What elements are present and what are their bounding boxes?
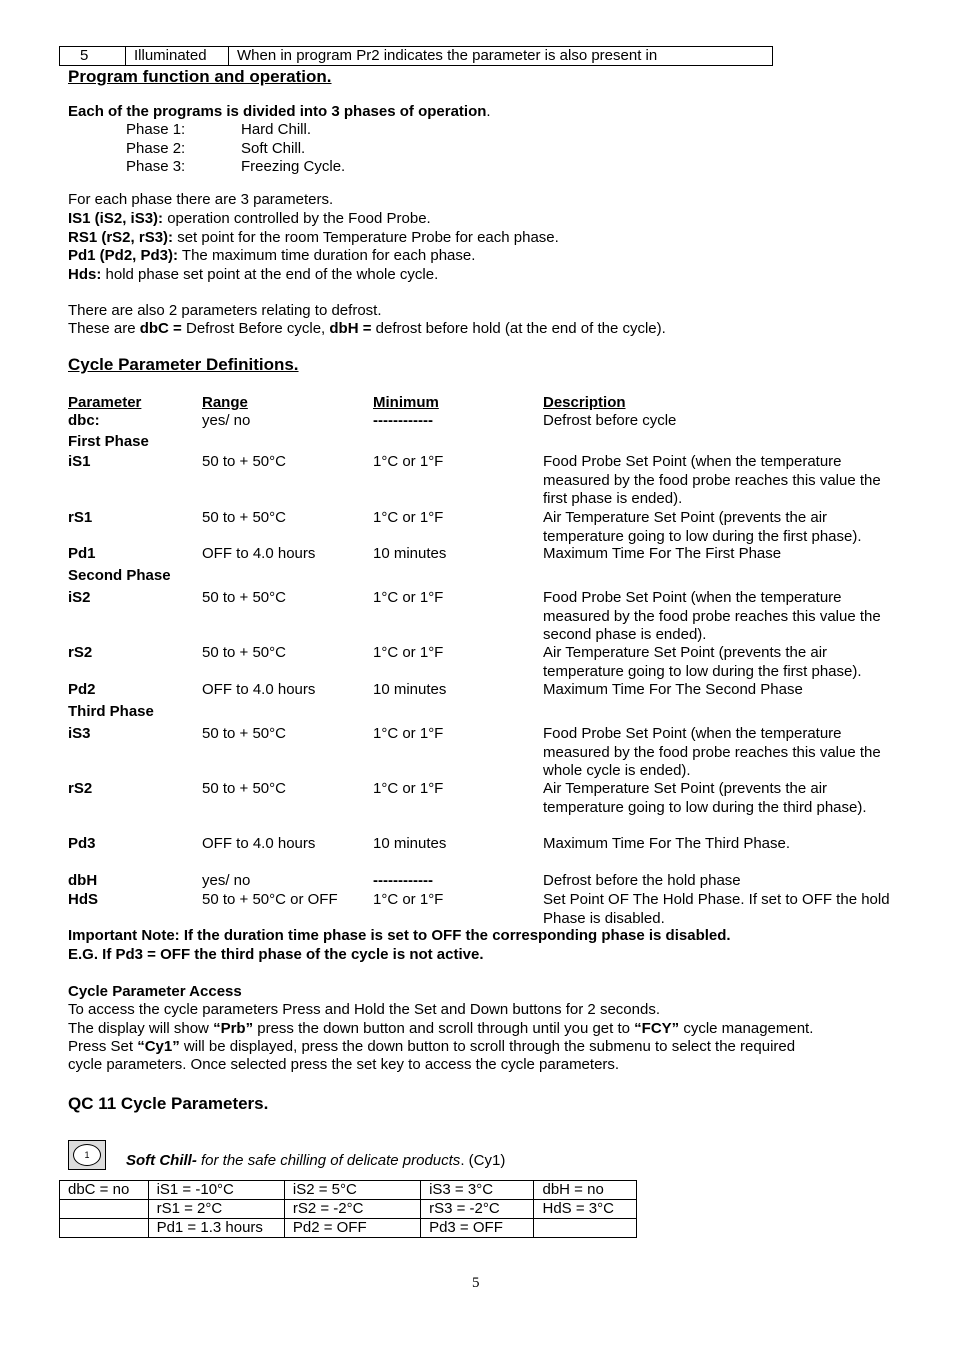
row-minimum: ------------	[373, 412, 433, 429]
legend-num: 5	[60, 47, 126, 66]
access-line-4: cycle parameters. Once selected press the set key to access the cycle parameters.	[68, 1056, 620, 1073]
row-description: Air Temperature Set Point (prevents the air temperature going to low during the first phase).	[543, 644, 862, 680]
row-description: Air Temperature Set Point (prevents the air temperature going to low during the third phase).	[543, 780, 867, 816]
phase-label: Phase 1:	[126, 121, 186, 138]
important-note-example: E.G. If Pd3 = OFF the third phase of the cycle is not active.	[68, 946, 484, 963]
param-line: RS1 (rS2, rS3): set point for the room Temperature Probe for each phase.	[68, 228, 559, 246]
row-parameter: rS2	[68, 780, 93, 797]
access-line-3: Press Set “Cy1” will be displayed, press the down button to scroll through the submenu to select the required	[68, 1038, 796, 1055]
defrost-params: These are dbC = Defrost Before cycle, dbH = defrost before hold (at the end of the cycle).	[68, 320, 666, 337]
cy1-table-cell: dbC = no	[60, 1181, 149, 1200]
row-minimum: 10 minutes	[373, 835, 447, 852]
row-range: 50 to + 50°C	[202, 509, 286, 526]
row-parameter: dbH	[68, 872, 98, 889]
access-line-1: To access the cycle parameters Press and Hold the Set and Down buttons for 2 seconds.	[68, 1001, 660, 1018]
heading-program-function: Program function and operation.	[68, 67, 332, 86]
row-parameter: iS2	[68, 589, 91, 606]
page-number: 5	[472, 1275, 480, 1291]
phase-name: Freezing Cycle.	[241, 158, 346, 175]
row-parameter: iS1	[68, 453, 91, 470]
row-description: Air Temperature Set Point (prevents the air temperature going to low during the first phase).	[543, 509, 862, 545]
legend-state: Illuminated	[126, 47, 229, 66]
row-minimum: 10 minutes	[373, 681, 447, 698]
row-description: Defrost before cycle	[543, 412, 677, 429]
row-minimum: 1°C or 1°F	[373, 453, 444, 470]
row-description: Food Probe Set Point (when the temperature measured by the food probe reaches this value the first phase is ended).	[543, 453, 881, 507]
row-range: OFF to 4.0 hours	[202, 835, 316, 852]
row-parameter: Pd3	[68, 835, 96, 852]
cy1-table-cell: iS1 = -10°C	[148, 1181, 284, 1200]
row-range: 50 to + 50°C	[202, 453, 286, 470]
cy1-table-cell: rS1 = 2°C	[148, 1200, 284, 1219]
phase-label: Phase 3:	[126, 158, 186, 175]
defrost-intro: There are also 2 parameters relating to defrost.	[68, 302, 382, 319]
soft-chill-caption: Soft Chill- for the safe chilling of delicate products. (Cy1)	[126, 1152, 506, 1169]
row-minimum: 1°C or 1°F	[373, 725, 444, 742]
row-minimum: ------------	[373, 872, 433, 889]
row-parameter: Pd2	[68, 681, 96, 698]
row-range: yes/ no	[202, 412, 251, 429]
cy1-table-row	[60, 1200, 637, 1219]
row-minimum: 1°C or 1°F	[373, 589, 444, 606]
cy1-table-cell: Pd1 = 1.3 hours	[148, 1219, 284, 1238]
col-header-range: Range	[202, 394, 248, 411]
row-range: 50 to + 50°C	[202, 589, 286, 606]
cy1-table-cell: rS3 = -2°C	[421, 1200, 534, 1219]
row-parameter: rS2	[68, 644, 93, 661]
cy1-table-cell: dbH = no	[534, 1181, 637, 1200]
col-header-parameter: Parameter	[68, 394, 142, 411]
cy1-table-cell	[60, 1219, 149, 1238]
param-line: IS1 (iS2, iS3): operation controlled by the Food Probe.	[68, 210, 431, 227]
program-1-icon: 1	[68, 1140, 106, 1170]
access-line-2: The display will show “Prb” press the down button and scroll through until you get to “FCY” cycle management.	[68, 1020, 814, 1037]
heading-cycle-definitions: Cycle Parameter Definitions.	[68, 355, 299, 374]
row-range: 50 to + 50°C or OFF	[202, 891, 338, 908]
phase-label: Phase 2:	[126, 139, 186, 157]
row-range: 50 to + 50°C	[202, 780, 286, 797]
row-range: 50 to + 50°C	[202, 644, 286, 661]
important-note: Important Note: If the duration time phase is set to OFF the corresponding phase is disabled.	[68, 927, 731, 944]
row-description: Food Probe Set Point (when the temperature measured by the food probe reaches this value the second phase is ended).	[543, 589, 881, 643]
phase-section-label: Third Phase	[68, 703, 154, 720]
param-line: Hds: hold phase set point at the end of the whole cycle.	[68, 265, 439, 283]
row-description: Maximum Time For The First Phase	[543, 545, 782, 562]
phase-name: Hard Chill.	[241, 121, 312, 138]
cy1-table-cell: iS3 = 3°C	[421, 1181, 534, 1200]
cy1-table-cell: HdS = 3°C	[534, 1200, 637, 1219]
cy1-parameter-table	[59, 1180, 637, 1238]
row-range: OFF to 4.0 hours	[202, 545, 316, 562]
legend-text: When in program Pr2 indicates the parameter is also present in	[229, 47, 773, 66]
row-minimum: 1°C or 1°F	[373, 509, 444, 526]
row-parameter: iS3	[68, 725, 91, 742]
row-description: Set Point OF The Hold Phase. If set to OFF the hold Phase is disabled.	[543, 891, 890, 927]
phases-intro: Each of the programs is divided into 3 phases of operation.	[68, 103, 491, 120]
row-range: OFF to 4.0 hours	[202, 681, 316, 698]
heading-qc11: QC 11 Cycle Parameters.	[68, 1094, 269, 1113]
row-description: Food Probe Set Point (when the temperature measured by the food probe reaches this value the whole cycle is ended).	[543, 725, 881, 779]
phase-section-label: First Phase	[68, 433, 149, 450]
phase-section-label: Second Phase	[68, 567, 171, 584]
phase-name: Soft Chill.	[241, 139, 306, 157]
row-parameter: rS1	[68, 509, 93, 526]
legend-table-row	[59, 46, 773, 66]
param-line: Pd1 (Pd2, Pd3): The maximum time duration for each phase.	[68, 247, 476, 264]
col-header-description: Description	[543, 394, 626, 411]
row-parameter: HdS	[68, 891, 98, 908]
row-description: Maximum Time For The Third Phase.	[543, 835, 791, 852]
cy1-table-cell: rS2 = -2°C	[284, 1200, 420, 1219]
row-description: Defrost before the hold phase	[543, 872, 741, 889]
row-range: yes/ no	[202, 872, 251, 889]
cy1-table-cell	[534, 1219, 637, 1238]
cy1-table-cell: iS2 = 5°C	[284, 1181, 420, 1200]
access-heading: Cycle Parameter Access	[68, 983, 242, 1000]
cy1-table-cell: Pd3 = OFF	[421, 1219, 534, 1238]
params-intro: For each phase there are 3 parameters.	[68, 191, 334, 208]
row-minimum: 1°C or 1°F	[373, 780, 444, 797]
row-range: 50 to + 50°C	[202, 725, 286, 742]
cy1-table-row	[60, 1181, 637, 1200]
cy1-table-cell: Pd2 = OFF	[284, 1219, 420, 1238]
row-parameter: dbc:	[68, 412, 100, 429]
row-minimum: 1°C or 1°F	[373, 891, 444, 908]
cy1-table-row	[60, 1219, 637, 1238]
cy1-table-cell	[60, 1200, 149, 1219]
row-description: Maximum Time For The Second Phase	[543, 681, 803, 698]
row-minimum: 1°C or 1°F	[373, 644, 444, 661]
col-header-minimum: Minimum	[373, 394, 439, 411]
row-parameter: Pd1	[68, 545, 96, 562]
row-minimum: 10 minutes	[373, 545, 447, 562]
